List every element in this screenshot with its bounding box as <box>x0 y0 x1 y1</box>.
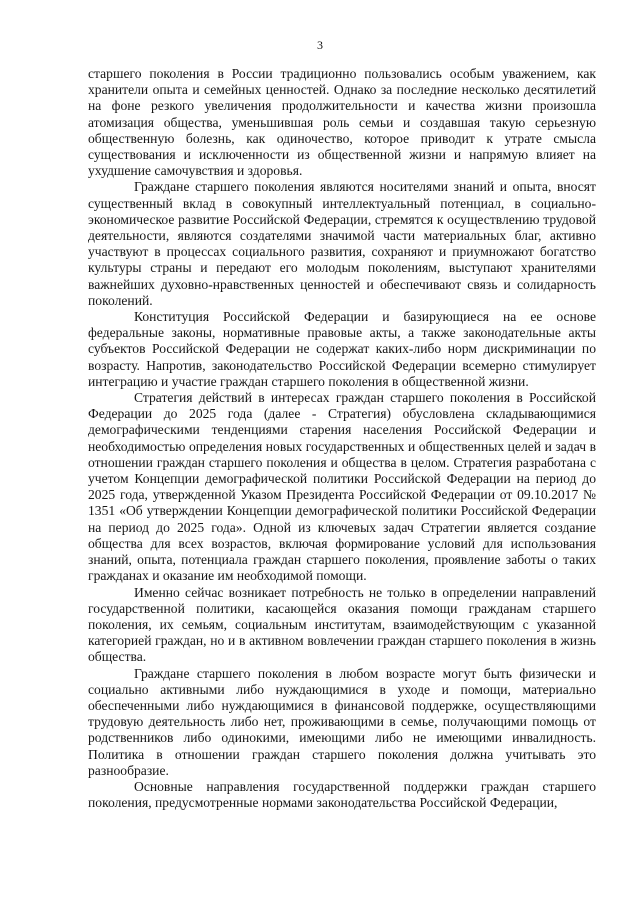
document-body <box>88 66 596 811</box>
paragraph: Граждане старшего поколения являются носителями знаний и опыта, вносят существенный вклад в совокупный интеллектуальный потенциал, в социально-экономическое развитие Российской Федерации, стремятся к осуществлению трудовой деятельности, являются создателями значимой части материальных благ, активно участвуют в процессах социального развития, сохраняют и приумножают богатство культуры страны и передают его молодым поколениям, выступают хранителями важнейших духовно-нравственных ценностей и обеспечивают связь и солидарность поколений. <box>88 179 596 308</box>
page-number: 3 <box>317 38 323 52</box>
paragraph: Конституция Российской Федерации и базирующиеся на ее основе федеральные законы, нормативные правовые акты, а также законодательные акты субъектов Российской Федерации не содержат каких-либо норм дискриминации по возрасту. Напротив, законодательство Российской Федерации всемерно стимулирует интеграцию и участие граждан старшего поколения в общественной жизни. <box>88 309 596 389</box>
paragraph: Именно сейчас возникает потребность не только в определении направлений государственной политики, касающейся оказания помощи гражданам старшего поколения, их семьям, социальным институтам, взаимодействующим с указанной категорией граждан, но и в активном вовлечении граждан старшего поколения в жизнь общества. <box>88 584 596 665</box>
paragraph: Основные направления государственной поддержки граждан старшего поколения, предусмотренные нормами законодательства Российской Федерации, <box>88 778 596 811</box>
paragraph: Стратегия действий в интересах граждан старшего поколения в Российской Федерации до 2025 года (далее - Стратегия) обусловлена складывающимися демографическими тенденциями старения населения Российской Федерации и необходимостью определения новых государственных и общественных целей и задач в отношении граждан старшего поколения и общества в целом. Стратегия разработана с учетом Концепции демографической политики Российской Федерации на период до 2025 года, утвержденной Указом Президента Российской Федерации от 09.10.2017 № 1351 «Об утверждении Концепции демографической политики Российской Федерации на период до 2025 года». Одной из ключевых задач Стратегии является создание общества для всех возрастов, включая формирование условий для использования знаний, опыта, потенциала граждан старшего поколения, проявление заботы о таких гражданах и оказание им необходимой помощи. <box>88 390 596 584</box>
paragraph: Граждане старшего поколения в любом возрасте могут быть физически и социально активными либо нуждающимися в уходе и помощи, материально обеспеченными либо нуждающимися в финансовой поддержке, осуществляющими трудовую деятельность либо нет, проживающими в семье, получающими помощь от родственников либо одинокими, имеющими либо не имеющими инвалидность. Политика в отношении граждан старшего поколения должна учитывать это разнообразие. <box>88 665 596 778</box>
paragraph-continuation: старшего поколения в России традиционно пользовались особым уважением, как хранители опыта и семейных ценностей. Однако за последние несколько десятилетий на фоне резкого увеличения продолжительности и качества жизни произошла атомизация общества, уменьшившая роль семьи и создавшая такую серьезную общественную болезнь, как одиночество, которое приводит к утрате смысла существования и исключенности из общественной жизни и напрямую влияет на ухудшение самочувствия и здоровья. <box>88 66 596 179</box>
